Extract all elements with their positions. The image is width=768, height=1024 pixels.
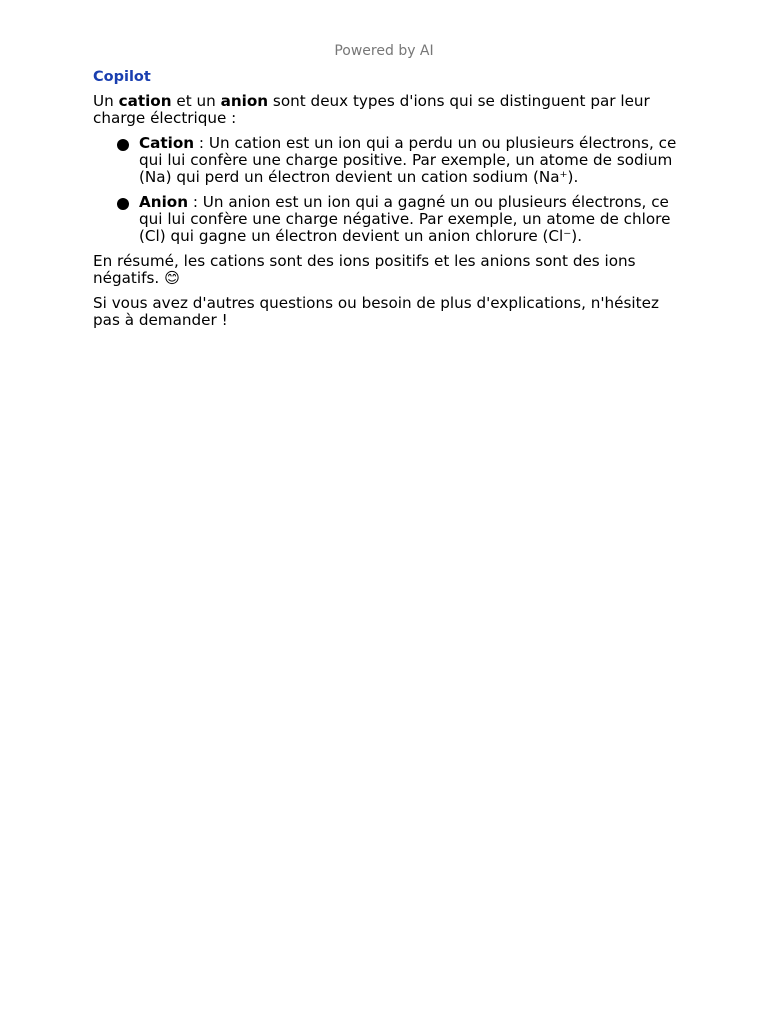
intro-term-cation: cation [118,92,172,110]
copilot-message [93,68,683,337]
bullet-text: : Un anion est un ion qui a gagné un ou plusieurs électrons, ce qui lui confère une charge négative. Par exemple, un atome de chlore (Cl) qui gagne un électron devient un anion chlorure (Cl⁻). [139,193,671,245]
bullet-icon [117,198,129,210]
intro-term-anion: anion [220,92,269,110]
powered-by-label: Powered by AI [334,43,434,59]
bullet-icon [117,139,129,151]
intro-text-3: sont deux types d'ions qui se distinguent par leur charge électrique : [93,92,650,127]
bullet-term: Anion [139,193,189,211]
list-item-cation [93,135,683,186]
author-name: Copilot [93,69,151,85]
summary-paragraph: En résumé, les cations sont des ions positifs et les anions sont des ions négatifs. 😊 [93,252,636,287]
bullet-text: : Un cation est un ion qui a perdu un ou plusieurs électrons, ce qui lui confère une charge positive. Par exemple, un atome de sodium (Na) qui perd un électron devient un cation sodium (Na⁺). [139,134,677,186]
list-item-anion [93,194,683,245]
bullet-term: Cation [139,134,195,152]
closing-paragraph: Si vous avez d'autres questions ou besoin de plus d'explications, n'hésitez pas à demander ! [93,294,659,329]
intro-text-1: Un [93,92,119,110]
definition-list [93,135,683,245]
intro-text-2: et un [171,92,221,110]
intro-paragraph [93,93,683,127]
